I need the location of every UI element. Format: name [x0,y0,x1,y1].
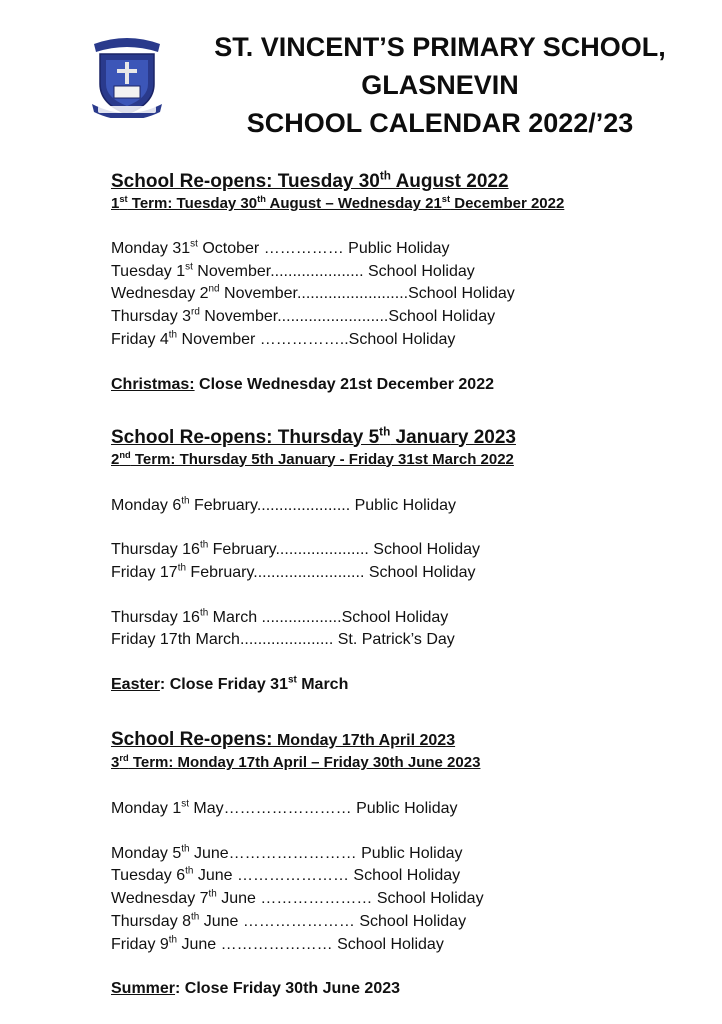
term1-dates: 1st Term: Tuesday 30th August – Wednesday 21st December 2022 [111,194,565,212]
holiday-line: Thursday 16th March ..................School Holiday [111,607,449,626]
holiday-line: Friday 9th June ………………… School Holiday [111,934,444,953]
title-line-2: GLASNEVIN [361,70,519,100]
calendar-content [111,170,701,1000]
term3-reopen-heading: School Re-opens: Monday 17th April 2023 [111,729,456,751]
page-title [205,28,675,142]
holiday-line: Tuesday 6th June ………………… School Holiday [111,866,461,885]
term1-reopen-heading: School Re-opens: Tuesday 30th August 2022 [111,169,509,192]
holiday-line: Monday 5th June…………………… Public Holiday [111,843,463,862]
holiday-line: Thursday 3rd November.........................School Holiday [111,306,496,326]
holiday-line: Monday 31st October …………… Public Holiday [111,238,450,257]
term2-reopen-heading: School Re-opens: Thursday 5th January 2023 [111,425,516,448]
holiday-line: Wednesday 7th June ………………… School Holiday [111,888,484,908]
school-crest-logo [88,34,166,118]
holiday-line: Monday 1st May…………………… Public Holiday [111,798,458,818]
holiday-line: Monday 6th February..................... Public Holiday [111,495,456,514]
term3-dates: 3rd Term: Monday 17th April – Friday 30th June 2023 [111,753,481,772]
holiday-line: Tuesday 1st November..................... School Holiday [111,261,475,280]
holiday-line: Friday 17th February......................... School Holiday [111,562,476,581]
title-line-1: ST. VINCENT’S PRIMARY SCHOOL, [214,32,666,62]
term2-dates: 2nd Term: Thursday 5th January - Friday 31st March 2022 [111,449,514,468]
title-line-3: SCHOOL CALENDAR 2022/’23 [246,108,634,138]
holiday-line: Wednesday 2nd November.........................School Holiday [111,284,515,303]
summer-close: Summer: Close Friday 30th June 2023 [111,980,401,998]
holiday-line: Friday 17th March..................... St. Patrick’s Day [111,631,455,649]
christmas-close: Christmas: Close Wednesday 21st December 2022 [111,375,494,393]
holiday-line: Friday 4th November ……………..School Holiday [111,329,456,348]
holiday-line: Thursday 8th June ………………… School Holiday [111,911,467,930]
holiday-line: Thursday 16th February..................... School Holiday [111,539,481,559]
easter-close: Easter: Close Friday 31st March [111,674,349,694]
